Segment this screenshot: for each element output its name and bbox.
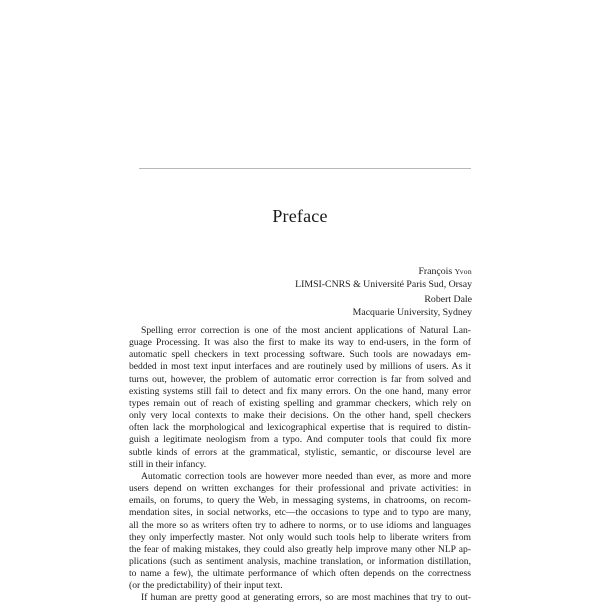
text-line: Automatic correction tools are however more needed than ever, as more and more	[141, 470, 471, 482]
text-line: the fear of making mistakes, they could also greatly help improve many other NLP ap-	[129, 543, 471, 555]
author-affiliation: LIMSI-CNRS & Université Paris Sud, Orsay	[295, 279, 472, 291]
text-line: Spelling error correction is one of the most ancient applications of Natural Lan-	[141, 325, 471, 336]
text-line: users depend on written exchanges for their professional and private activities: in	[129, 483, 471, 495]
text-line: bedded in most text input interfaces and are routinely used by millions of users. As it	[129, 361, 471, 373]
text-line: (or the predictability) of their input text.	[129, 580, 283, 592]
author-block-2	[353, 293, 472, 320]
author-surname: Yvon	[454, 267, 472, 276]
text-line: existing systems still fail to detect and fix many errors. On the one hand, many error	[129, 385, 471, 397]
body-text	[129, 325, 471, 605]
text-line: guish a legitimate neologism from a typo. And computer tools that could fix more	[129, 434, 471, 446]
top-rule	[139, 168, 471, 169]
text-line: If human are pretty good at generating errors, so are most machines that try to out-	[141, 592, 471, 604]
text-line: they only imperfectly master. Not only would such tools help to liberate writers from	[129, 531, 471, 543]
text-line: subtle kinds of errors at the grammatical, stylistic, semantic, or discourse level are	[129, 446, 471, 458]
author-name: Robert Dale	[424, 294, 472, 305]
author-block-1	[295, 265, 472, 292]
text-line: all the more so as writers often try to adhere to norms, or to use idioms and languages	[129, 519, 471, 531]
author-affiliation: Macquarie University, Sydney	[352, 307, 472, 319]
body-paragraph	[129, 325, 471, 471]
text-line: plications (such as sentiment analysis, machine translation, or information distillation,	[129, 555, 471, 567]
text-line: to name a few), the ultimate performance of which often depends on the correctness	[129, 568, 471, 580]
body-paragraph	[129, 471, 471, 593]
text-line: emails, on forums, to query the Web, in messaging systems, in chatrooms, on recom-	[129, 495, 471, 507]
text-line: types remain out of reach of existing spelling and grammar checkers, which rely on	[129, 397, 471, 409]
text-line: often lack the morphological and lexicographical expertise that is required to distin-	[129, 422, 471, 434]
text-line: mendation sites, in social networks, etc—the occasions to type and to typo are many,	[129, 507, 471, 519]
page-title: Preface	[272, 206, 328, 226]
text-line: turns out, however, the problem of automatic error correction is far from solved and	[129, 373, 471, 385]
author-name: François Yvon	[418, 266, 472, 277]
text-line: only very local contexts to make their decisions. On the other hand, spell checkers	[129, 410, 471, 422]
text-line: guage Processing. It was also the first to make its way to end-users, in the form of	[129, 337, 471, 349]
text-line: still in their infancy.	[129, 458, 207, 470]
body-paragraph	[129, 592, 471, 604]
text-line: automatic spell checkers in text processing software. Such tools are nowadays em-	[129, 349, 471, 361]
